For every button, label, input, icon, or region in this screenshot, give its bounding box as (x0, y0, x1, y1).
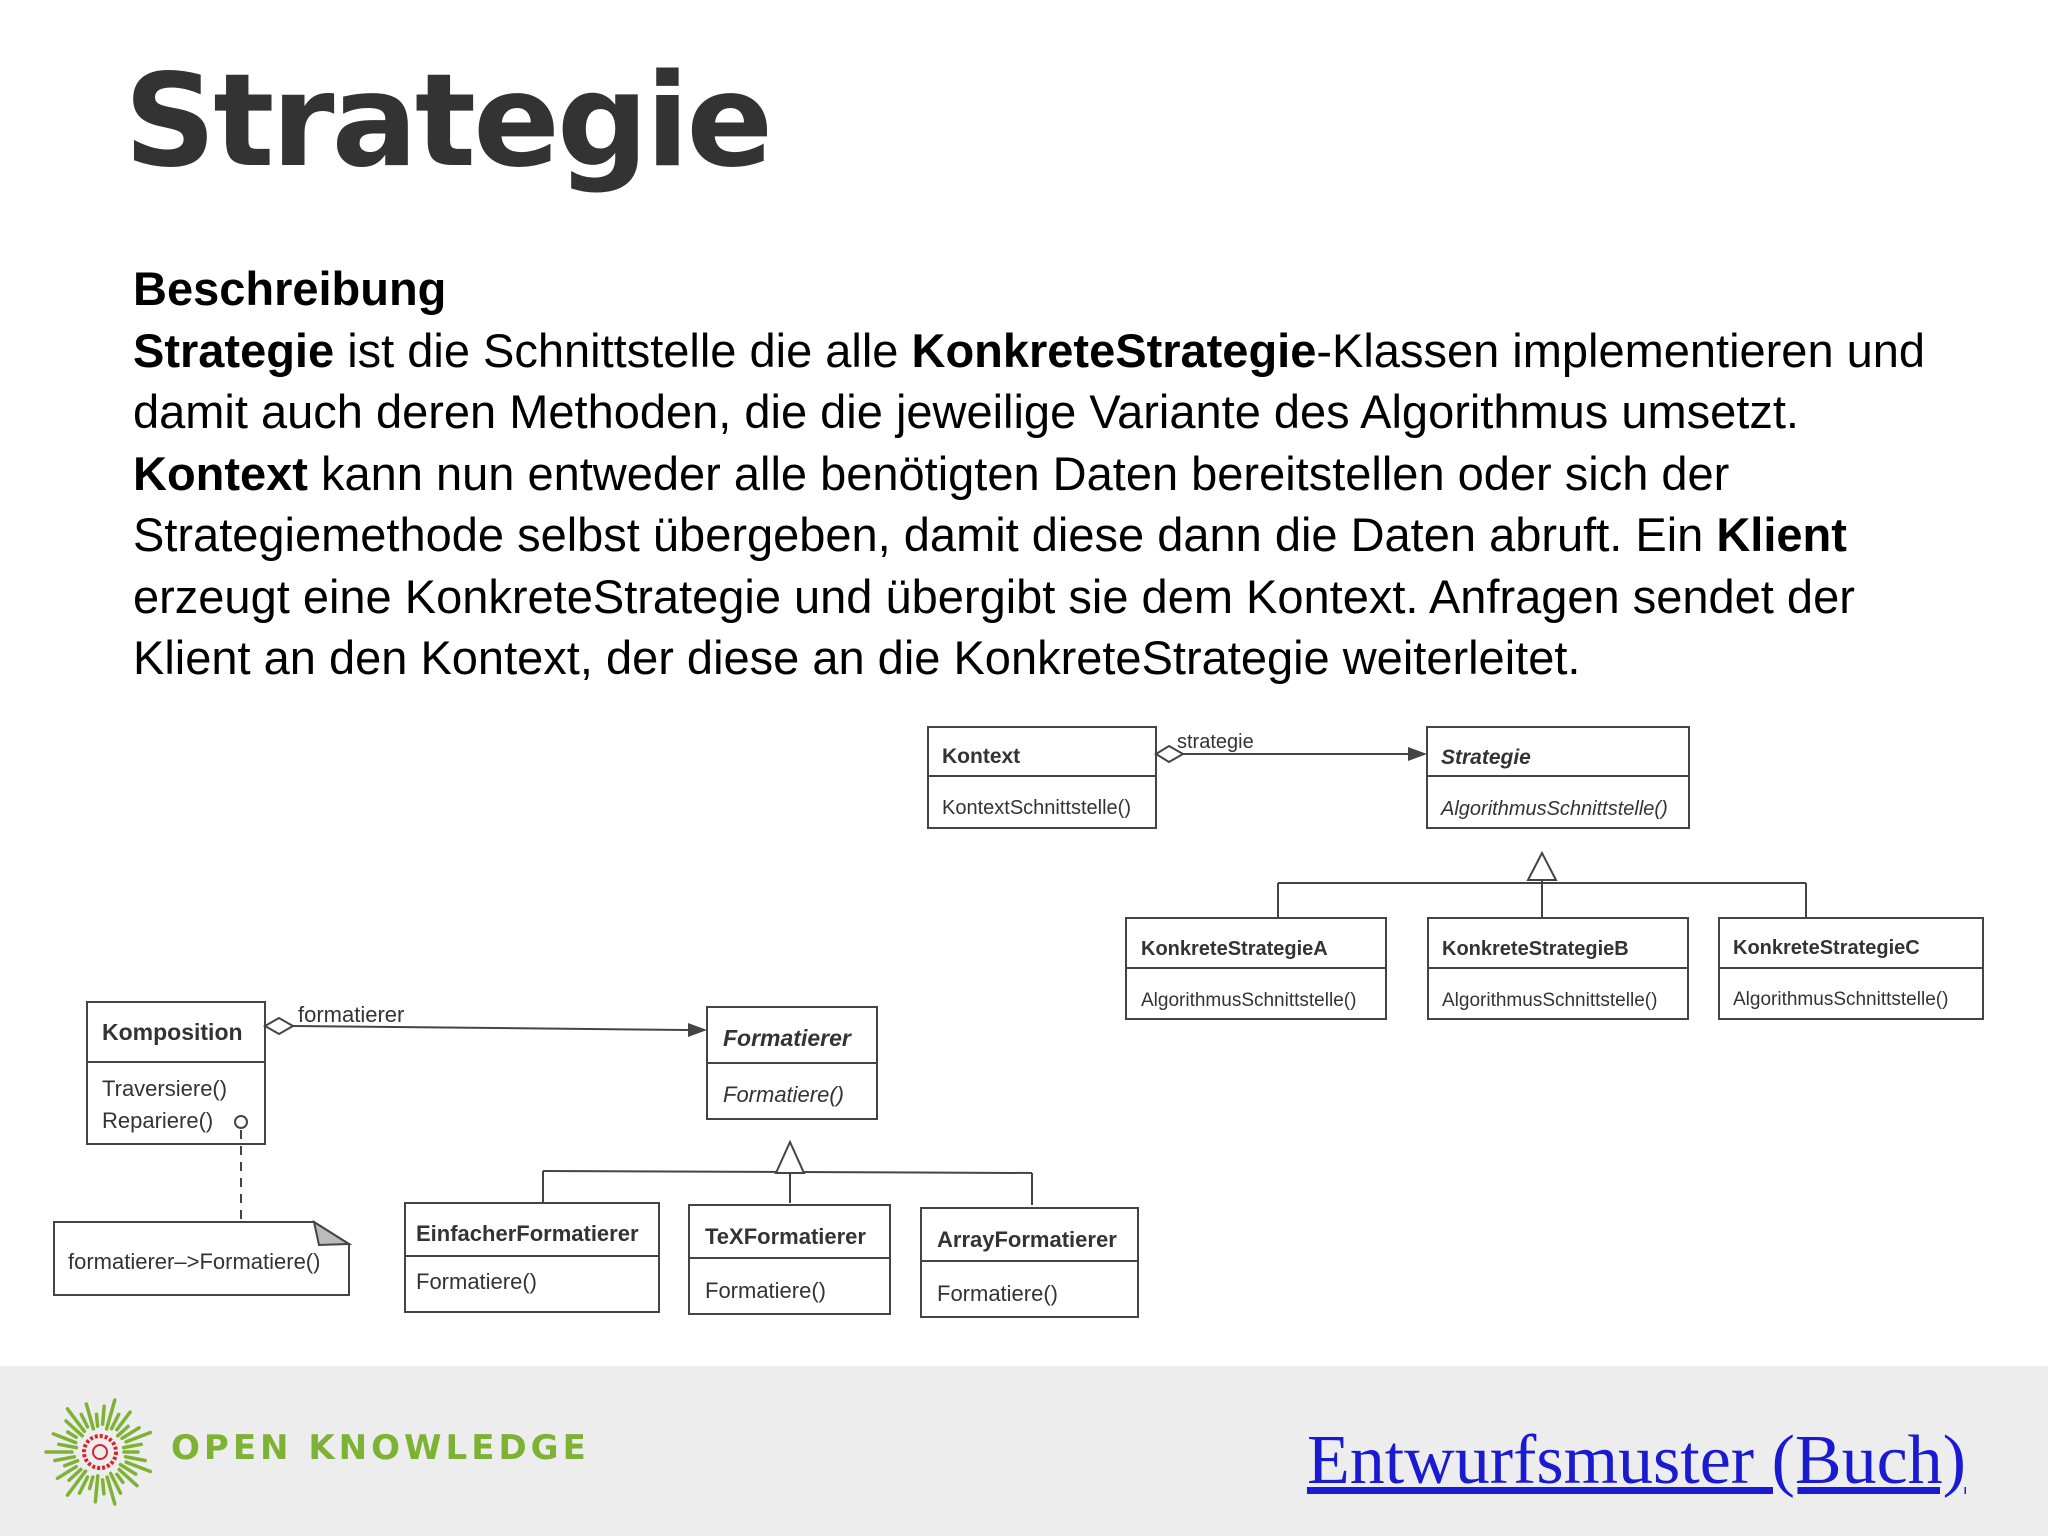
tex-formatierer-method: Formatiere() (705, 1278, 827, 1303)
logo-ray (126, 1457, 146, 1461)
logo-ray (103, 1480, 104, 1494)
formatierer-association-label: formatierer (298, 1002, 405, 1027)
kontext-class-name: Kontext (942, 745, 1021, 768)
einfacher-formatierer-method: Formatiere() (416, 1269, 538, 1294)
logo-ray (68, 1432, 77, 1437)
logo-ray (103, 1406, 105, 1424)
logo-ray (97, 1414, 98, 1426)
note-folded-corner (314, 1222, 349, 1245)
konkrete-strategie-a-name: KonkreteStrategieA (1141, 938, 1328, 960)
description-heading: Beschreibung (133, 262, 447, 315)
logo-ray (95, 1476, 97, 1502)
description-part-1: ist die Schnittstelle die alle (334, 323, 912, 377)
logo-ray (81, 1414, 87, 1427)
komposition-method-traversiere: Traversiere() (102, 1076, 228, 1101)
footer-bar (0, 1366, 2048, 1536)
logo-ray (55, 1457, 75, 1461)
array-formatierer-name: ArrayFormatierer (937, 1227, 1117, 1252)
konkrete-strategie-b-method: AlgorithmusSchnittstelle() (1442, 990, 1658, 1011)
entwurfsmuster-book-link[interactable]: Entwurfsmuster (Buch) (1306, 1422, 1966, 1499)
komposition-method-repariere: Repariere() (102, 1108, 214, 1133)
tex-formatierer-name: TeXFormatierer (705, 1224, 866, 1249)
description-part-2: -Klassen implementieren und damit auch deren Methoden, die die jeweilige Variante des Algorithmus umsetzt. (133, 323, 1926, 438)
konkrete-strategie-c-name: KonkreteStrategieC (1733, 937, 1920, 959)
einfacher-formatierer-name: EinfacherFormatierer (416, 1221, 639, 1246)
term-klient: Klient (1716, 508, 1847, 561)
term-strategie: Strategie (133, 323, 335, 377)
kontext-method: KontextSchnittstelle() (942, 797, 1131, 819)
strategie-class-name: Strategie (1441, 746, 1531, 769)
konkrete-strategie-b-name: KonkreteStrategieB (1442, 938, 1629, 960)
logo-ray (117, 1474, 123, 1482)
aggregation-diamond (265, 1018, 293, 1034)
array-formatierer-method: Formatiere() (937, 1281, 1059, 1306)
term-kontext: Kontext (133, 446, 308, 500)
open-knowledge-wordmark: OPEN KNOWLEDGE (171, 1428, 590, 1468)
note-text: formatierer–>Formatiere() (68, 1249, 321, 1274)
konkrete-strategie-a-method: AlgorithmusSchnittstelle() (1141, 990, 1357, 1011)
logo-ray (124, 1444, 142, 1447)
association-arrowhead (688, 1023, 707, 1037)
inheritance-triangle (776, 1142, 804, 1173)
term-konkrete-strategie: KonkreteStrategie (911, 323, 1317, 377)
strategie-method: AlgorithmusSchnittstelle() (1441, 798, 1668, 820)
logo-ray (59, 1444, 77, 1447)
description-part-3: kann nun entweder alle benötigten Daten bereitstellen oder sich der Strategiemethode selbst übergeben, damit diese dann die Daten abruft. Ein (133, 446, 1730, 561)
formatierer-class-name: Formatierer (723, 1025, 851, 1051)
open-knowledge-logo-icon (38, 1390, 162, 1514)
note-anchor-circle (235, 1116, 247, 1128)
komposition-class-name: Komposition (102, 1019, 243, 1045)
slide-title: Strategie (124, 47, 771, 196)
logo-ray (90, 1477, 93, 1489)
description-part-4: erzeugt eine KonkreteStrategie und übergibt sie dem Kontext. Anfragen sendet der Klient an den Kontext, der diese an die KonkreteStrategie weiterleitet. (133, 569, 1855, 684)
formatierer-method: Formatiere() (723, 1082, 845, 1107)
strategie-association-label: strategie (1177, 731, 1254, 753)
konkrete-strategie-c-method: AlgorithmusSchnittstelle() (1733, 989, 1949, 1010)
logo-ray (65, 1461, 78, 1466)
